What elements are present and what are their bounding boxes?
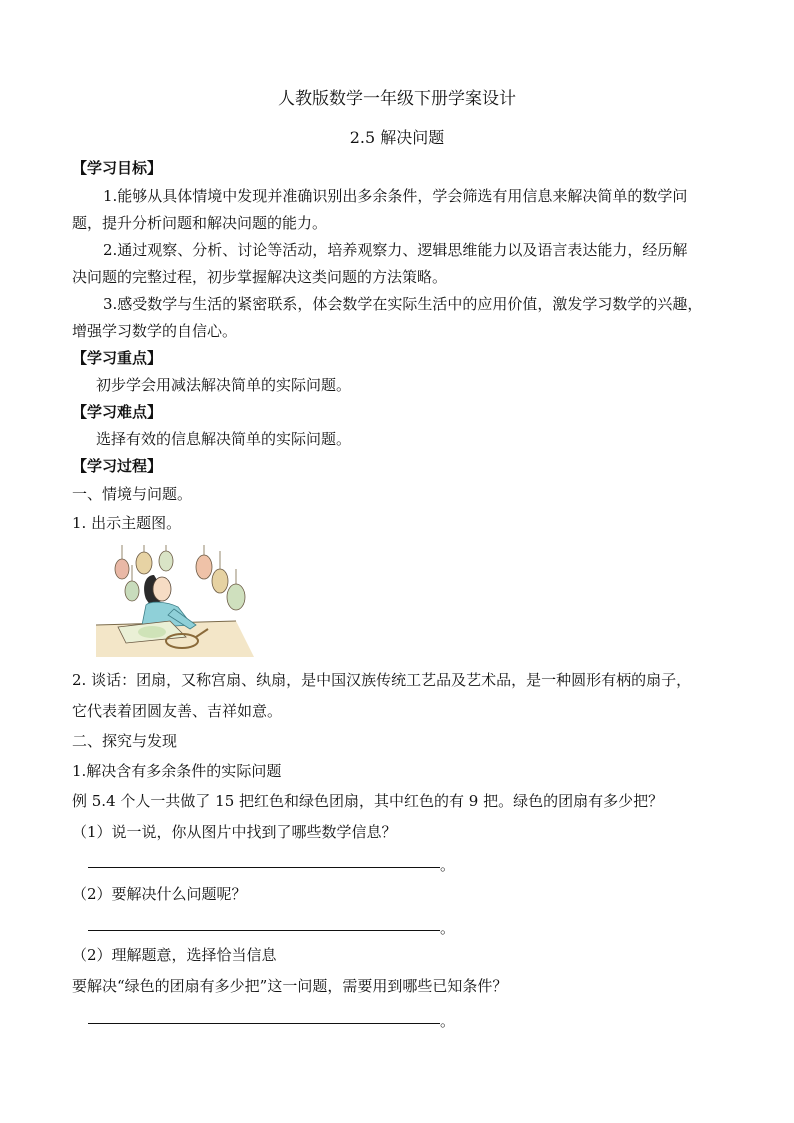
answer-line-1[interactable] bbox=[88, 867, 440, 868]
subsection-1-title: 1.解决含有多余条件的实际问题 bbox=[72, 762, 282, 780]
answer-1-period: 。 bbox=[440, 856, 456, 874]
objective-3-line2: 增强学习数学的自信心。 bbox=[72, 322, 238, 340]
difficulties-text: 选择有效的信息解决简单的实际问题。 bbox=[96, 430, 352, 448]
objective-1-line1: 1.能够从具体情境中发现并准确识别出多余条件，学会筛选有用信息来解决简单的数学问 bbox=[103, 187, 688, 205]
step-2-line2: 它代表着团圆友善、吉祥如意。 bbox=[72, 702, 283, 720]
section-2-title: 二、探究与发现 bbox=[72, 732, 178, 750]
answer-3-period: 。 bbox=[440, 1012, 456, 1030]
question-4: 要解决“绿色的团扇有多少把”这一问题，需要用到哪些已知条件？ bbox=[72, 977, 508, 995]
objective-1-line2: 题，提升分析问题和解决问题的能力。 bbox=[72, 214, 328, 232]
question-2: （2）要解决什么问题呢？ bbox=[72, 885, 247, 903]
answer-line-2[interactable] bbox=[88, 930, 440, 931]
page-title: 人教版数学一年级下册学案设计 bbox=[278, 89, 516, 109]
step-1-text: 1. 出示主题图。 bbox=[72, 514, 182, 532]
process-heading: 【学习过程】 bbox=[72, 457, 163, 475]
answer-2-period: 。 bbox=[440, 919, 456, 937]
question-1: （1）说一说，你从图片中找到了哪些数学信息？ bbox=[72, 823, 397, 841]
section-1-title: 一、情境与问题。 bbox=[72, 485, 193, 503]
objective-2-line2: 决问题的完整过程，初步掌握解决这类问题的方法策略。 bbox=[72, 268, 448, 286]
step-2-line1: 2. 谈话：团扇，又称宫扇、纨扇，是中国汉族传统工艺品及艺术品，是一种圆形有柄的扇子， bbox=[72, 671, 692, 689]
fan-making-illustration bbox=[96, 545, 254, 657]
answer-line-3[interactable] bbox=[88, 1023, 440, 1024]
objectives-heading: 【学习目标】 bbox=[72, 159, 163, 177]
objective-2-line1: 2.通过观察、分析、讨论等活动，培养观察力、逻辑思维能力以及语言表达能力，经历解 bbox=[103, 241, 688, 259]
difficulties-heading: 【学习难点】 bbox=[72, 403, 163, 421]
lesson-subtitle: 2.5 解决问题 bbox=[349, 128, 445, 147]
key-points-heading: 【学习重点】 bbox=[72, 349, 163, 367]
question-3: （2）理解题意，选择恰当信息 bbox=[72, 946, 277, 964]
objective-3-line1: 3.感受数学与生活的紧密联系，体会数学在实际生活中的应用价值，激发学习数学的兴趣， bbox=[103, 295, 703, 313]
key-points-text: 初步学会用减法解决简单的实际问题。 bbox=[96, 376, 352, 394]
example-5-text: 例 5.4 个人一共做了 15 把红色和绿色团扇，其中红色的有 9 把。绿色的团扇有多少把？ bbox=[72, 792, 664, 810]
